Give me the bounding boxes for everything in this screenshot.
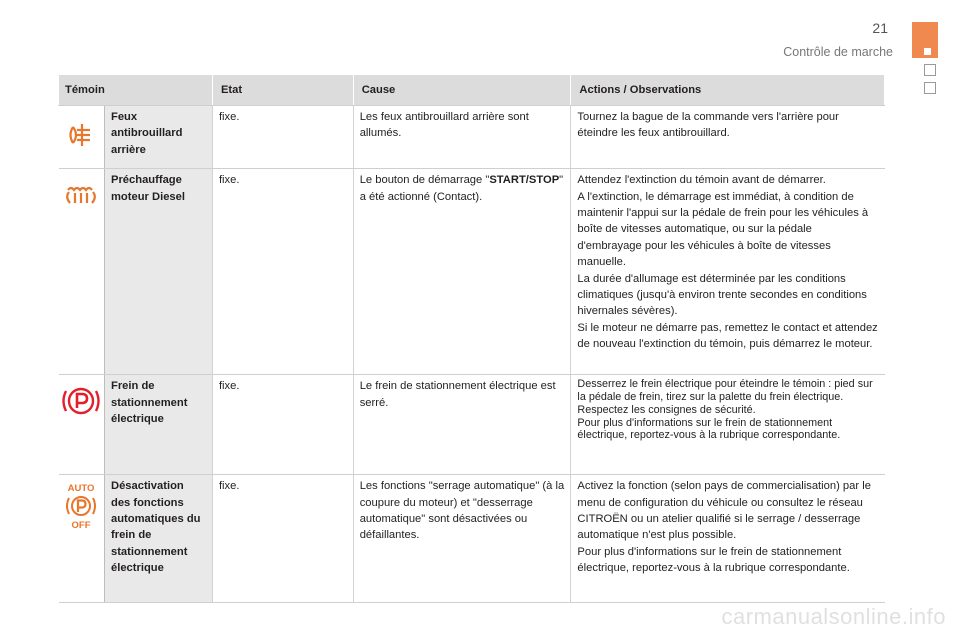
off-label: OFF xyxy=(71,520,91,532)
row-etat: fixe. xyxy=(212,475,353,603)
row-etat: fixe. xyxy=(212,375,353,475)
cause-text: " a été actionné (Contact). xyxy=(359,174,564,203)
row-cause xyxy=(353,169,571,375)
row-name: Frein de stationnement électrique xyxy=(104,375,212,475)
section-title: Contrôle de marche xyxy=(783,45,893,59)
icon-cell xyxy=(59,375,105,475)
row-etat: fixe. xyxy=(212,106,353,169)
start-stop-label: START/STOP xyxy=(489,174,560,187)
electric-parking-brake-icon xyxy=(61,385,101,417)
icon-cell xyxy=(59,475,105,603)
auto-parking-brake-off-icon xyxy=(61,481,101,531)
icon-cell xyxy=(59,169,105,375)
row-cause: Les fonctions "serrage automatique" (à la coupure du moteur) et "desserrage automatique" sont désactivées ou défaillantes. xyxy=(353,475,571,603)
table-row xyxy=(59,475,885,603)
chapter-tab-2[interactable] xyxy=(924,64,936,76)
table-row xyxy=(59,169,885,375)
row-action: Attendez l'extinction du témoin avant de démarrer. A l'extinction, le démarrage est immédiat, à condition de maintenir l'appui sur la pédale de frein pour les véhicules à boîte de vitesses automatique, ou sur la pédale d'embrayage pour les véhicules à boîte de vitesses manuelle. La durée d'allumage est déterminée par les conditions climatiques (jusqu'à environ trente secondes en conditions hivernales sévères). Si le moteur ne démarre pas, remettez le contact et attendez de nouveau l'extinction du témoin, puis démarrez le moteur. xyxy=(571,169,885,375)
row-action: Desserrez le frein électrique pour éteindre le témoin : pied sur la pédale de frein, tirez sur la palette du frein électrique. Respectez les consignes de sécurité. Pour plus d'informations sur le frein de stationnement électrique, reportez-vous à la rubrique correspondante. xyxy=(571,375,885,475)
warning-lamps-table xyxy=(58,74,885,603)
row-etat: fixe. xyxy=(212,169,353,375)
chapter-tab-active[interactable] xyxy=(912,22,938,58)
row-name: Feux antibrouillard arrière xyxy=(104,106,212,169)
table-row xyxy=(59,375,885,475)
auto-label: AUTO xyxy=(67,483,95,495)
rear-fog-lamp-icon xyxy=(63,120,99,150)
row-cause: Les feux antibrouillard arrière sont allumés. xyxy=(353,106,571,169)
row-action: Activez la fonction (selon pays de commercialisation) par le menu de configuration du véhicule ou consultez le réseau CITROËN ou un atelier qualifié si le serrage / desserrage automatique n'est plus possible. Pour plus d'informations sur le frein de stationnement électrique, reportez-vous à la rubrique correspondante. xyxy=(571,475,885,603)
header-cause: Cause xyxy=(353,75,571,106)
glow-plug-icon xyxy=(62,181,100,211)
table-header-row xyxy=(59,75,885,106)
row-name: Préchauffage moteur Diesel xyxy=(104,169,212,375)
row-name: Désactivation des fonctions automatiques du frein de stationnement électrique xyxy=(104,475,212,603)
watermark: carmanualsonline.info xyxy=(721,604,946,629)
header-actions: Actions / Observations xyxy=(571,75,885,106)
header-temoin: Témoin xyxy=(59,75,213,106)
page-number: 21 xyxy=(872,20,888,36)
chapter-tab-3[interactable] xyxy=(924,82,936,94)
table-row xyxy=(59,106,885,169)
row-cause: Le frein de stationnement électrique est serré. xyxy=(353,375,571,475)
header-etat: Etat xyxy=(212,75,353,106)
chapter-tab-dot xyxy=(924,48,931,55)
icon-cell xyxy=(59,106,105,169)
row-action: Tournez la bague de la commande vers l'arrière pour éteindre les feux antibrouillard. xyxy=(571,106,885,169)
cause-text: Le bouton de démarrage " xyxy=(359,174,490,187)
